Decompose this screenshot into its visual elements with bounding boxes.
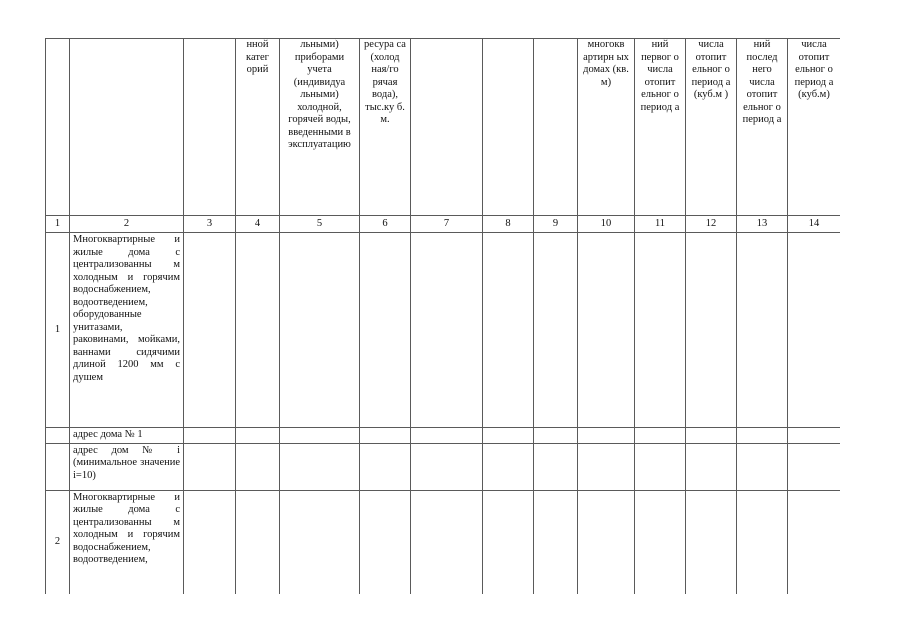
column-number: 2 bbox=[70, 216, 184, 233]
header-cell-9 bbox=[534, 39, 578, 216]
empty-cell bbox=[635, 443, 686, 490]
empty-cell bbox=[184, 490, 236, 594]
empty-cell bbox=[280, 443, 360, 490]
empty-cell bbox=[411, 428, 483, 444]
column-number: 3 bbox=[184, 216, 236, 233]
empty-cell bbox=[360, 443, 411, 490]
empty-cell bbox=[46, 428, 70, 444]
column-number: 6 bbox=[360, 216, 411, 233]
empty-cell bbox=[788, 443, 841, 490]
header-cell-12: числа отопит ельног о период а (куб.м ) bbox=[686, 39, 737, 216]
empty-cell bbox=[578, 233, 635, 428]
empty-cell bbox=[686, 233, 737, 428]
empty-cell bbox=[788, 428, 841, 444]
empty-cell bbox=[788, 490, 841, 594]
column-number: 10 bbox=[578, 216, 635, 233]
empty-cell bbox=[686, 428, 737, 444]
header-cell-14: числа отопит ельног о период а (куб.м) bbox=[788, 39, 841, 216]
consumption-table bbox=[45, 38, 840, 594]
empty-cell bbox=[483, 490, 534, 594]
column-number: 14 bbox=[788, 216, 841, 233]
column-number: 8 bbox=[483, 216, 534, 233]
empty-cell bbox=[578, 490, 635, 594]
column-number: 1 bbox=[46, 216, 70, 233]
empty-cell bbox=[635, 428, 686, 444]
empty-cell bbox=[360, 233, 411, 428]
empty-cell bbox=[483, 443, 534, 490]
empty-cell bbox=[184, 428, 236, 444]
empty-cell bbox=[534, 428, 578, 444]
empty-cell bbox=[184, 443, 236, 490]
column-number: 7 bbox=[411, 216, 483, 233]
column-number-row bbox=[46, 216, 841, 233]
empty-cell bbox=[483, 233, 534, 428]
column-number: 12 bbox=[686, 216, 737, 233]
empty-cell bbox=[236, 428, 280, 444]
column-number: 9 bbox=[534, 216, 578, 233]
address-label: адрес дом № i (минимальное значение i=10) bbox=[70, 443, 184, 490]
empty-cell bbox=[635, 490, 686, 594]
empty-cell bbox=[236, 490, 280, 594]
empty-cell bbox=[280, 490, 360, 594]
empty-cell bbox=[411, 490, 483, 594]
empty-cell bbox=[686, 490, 737, 594]
empty-cell bbox=[686, 443, 737, 490]
header-cell-8 bbox=[483, 39, 534, 216]
header-cell-3 bbox=[184, 39, 236, 216]
address-label: адрес дома № 1 bbox=[70, 428, 184, 444]
empty-cell bbox=[411, 233, 483, 428]
column-number: 4 bbox=[236, 216, 280, 233]
empty-cell bbox=[635, 233, 686, 428]
header-cell-4: нной катег орий bbox=[236, 39, 280, 216]
header-cell-10: многокв артирн ых домах (кв. м) bbox=[578, 39, 635, 216]
empty-cell bbox=[236, 443, 280, 490]
header-cell-13: ний послед него числа отопит ельног о период а bbox=[737, 39, 788, 216]
empty-cell bbox=[788, 233, 841, 428]
column-number: 5 bbox=[280, 216, 360, 233]
header-cell-7 bbox=[411, 39, 483, 216]
row-number: 2 bbox=[46, 490, 70, 594]
empty-cell bbox=[737, 428, 788, 444]
empty-cell bbox=[236, 233, 280, 428]
category-description: Многоквартирные и жилые дома с централизованны м холодным и горячим водоснабжением, водоотведением, оборудованные унитазами, раковинами, мойками, ваннами сидячими длиной 1200 мм с душем bbox=[70, 233, 184, 428]
address-row bbox=[46, 443, 841, 490]
header-cell-2 bbox=[70, 39, 184, 216]
empty-cell bbox=[737, 490, 788, 594]
table-row bbox=[46, 233, 841, 428]
table-row bbox=[46, 490, 841, 594]
column-number: 11 bbox=[635, 216, 686, 233]
header-row bbox=[46, 39, 841, 216]
empty-cell bbox=[184, 233, 236, 428]
empty-cell bbox=[578, 428, 635, 444]
empty-cell bbox=[360, 428, 411, 444]
empty-cell bbox=[737, 443, 788, 490]
empty-cell bbox=[46, 443, 70, 490]
header-cell-11: ний первог о числа отопит ельног о период а bbox=[635, 39, 686, 216]
column-number: 13 bbox=[737, 216, 788, 233]
header-cell-6: ресура са (холод ная/го рячая вода), тыс.ку б. м. bbox=[360, 39, 411, 216]
row-number: 1 bbox=[46, 233, 70, 428]
empty-cell bbox=[360, 490, 411, 594]
empty-cell bbox=[534, 233, 578, 428]
empty-cell bbox=[534, 443, 578, 490]
header-cell-1 bbox=[46, 39, 70, 216]
empty-cell bbox=[280, 233, 360, 428]
address-row bbox=[46, 428, 841, 444]
empty-cell bbox=[534, 490, 578, 594]
empty-cell bbox=[578, 443, 635, 490]
header-cell-5: льными) приборами учета (индивидуа льными) холодной, горячей воды, введенными в эксплуатацию bbox=[280, 39, 360, 216]
category-description: Многоквартирные и жилые дома с централизованны м холодным и горячим водоснабжением, водоотведением, bbox=[70, 490, 184, 594]
document-sheet bbox=[45, 38, 840, 594]
empty-cell bbox=[411, 443, 483, 490]
empty-cell bbox=[737, 233, 788, 428]
empty-cell bbox=[483, 428, 534, 444]
empty-cell bbox=[280, 428, 360, 444]
